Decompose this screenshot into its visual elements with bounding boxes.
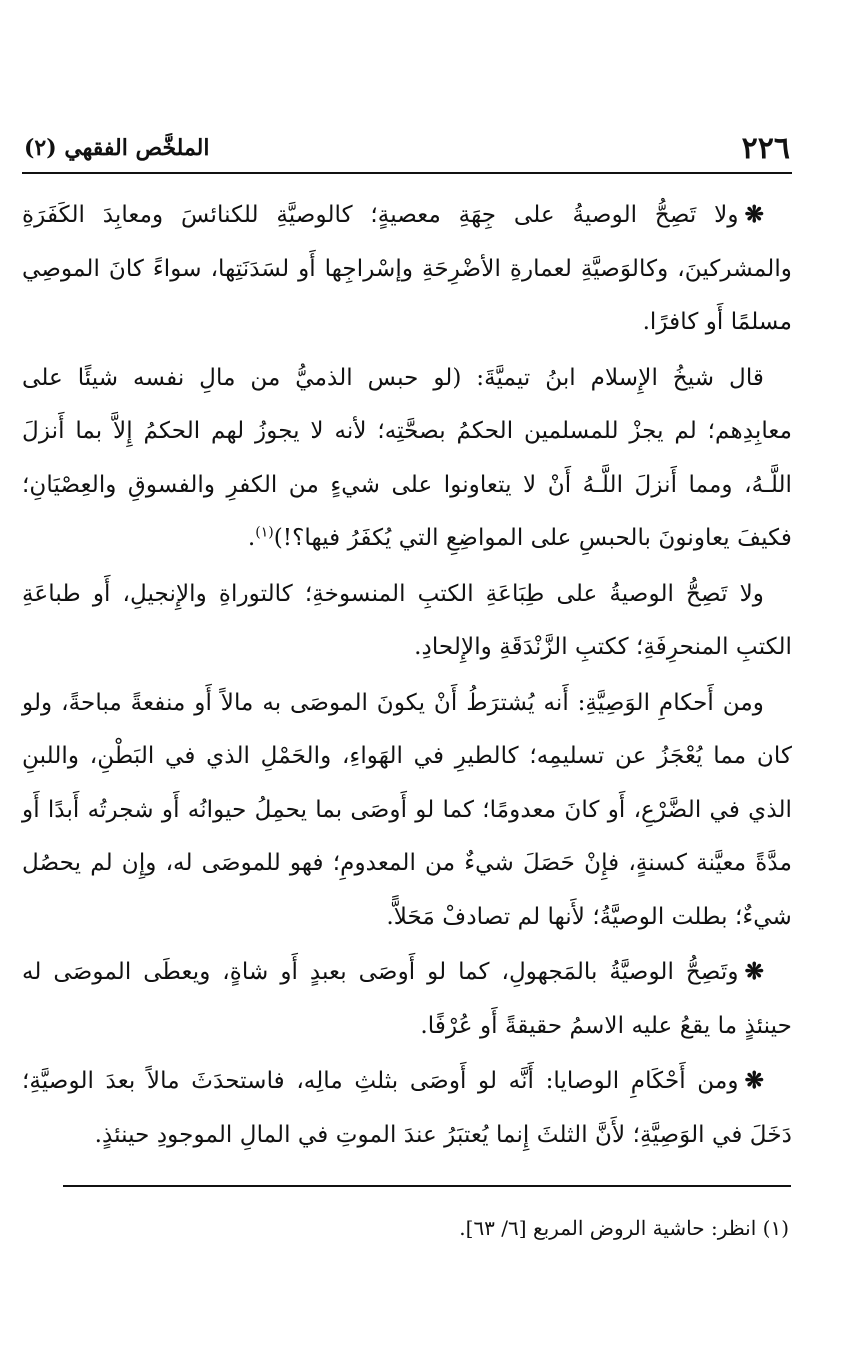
paragraph: [22, 351, 792, 565]
paragraph: [22, 188, 792, 349]
paragraph: [22, 676, 792, 944]
paragraph: [22, 1054, 792, 1161]
paragraph-text: ولا تَصِحُّ الوصيةُ على جِهَةِ معصيةٍ؛ كالوصيَّةِ للكنائسَ ومعابِدَ الكَفَرَةِ والمشركينَ، وكالوَصيَّةِ لعمارةِ الأضْرِحَةِ وإسْراجِها أَو لسَدَنَتِها، سواءً كانَ الموصِي مسلمًا أَو كافرًا.: [22, 201, 792, 335]
page: [22, 130, 792, 1163]
footnote-reference: (١): [255, 524, 274, 541]
star-icon: ❋: [744, 958, 764, 985]
footnote: (١) انظر: حاشية الروض المربع [٦/ ٦٣].: [459, 1216, 789, 1240]
star-icon: ❋: [744, 201, 764, 228]
paragraph-text: ومن أَحكامِ الوَصِيَّةِ: أَنه يُشترَطُ أَنْ يكونَ الموصَى به مالاً أَو منفعةً مباحةً، ولو كان مما يُعْجَزُ عن تسليمِه؛ كالطيرِ في الهَواءِ، والحَمْلِ الذي في البَطْنِ، واللبنِ الذي في الضَّرْعِ، أَو كانَ معدومًا؛ كما لو أَوصَى بما يحمِلُ حيوانُه أَو شجرتُه أَبدًا أَو مدَّةً معيَّنة كسنةٍ، فإِنْ حَصَلَ شيءٌ من المعدومِ؛ فهو للموصَى له، وإِن لم يحصُل شيءٌ؛ بطلت الوصيَّةُ؛ لأَنها لم تصادفْ مَحَلاًّ.: [22, 688, 792, 930]
paragraph-text: ومن أَحْكَامِ الوصايا: أَنَّه لو أَوصَى بثلثِ مالِه، فاستحدَثَ مالاً بعدَ الوصيَّةِ؛ دَخَلَ في الوَصِيَّةِ؛ لأَنَّ الثلثَ إِنما يُعتبَرُ عندَ الموتِ في المالِ الموجودِ حينئذٍ.: [22, 1067, 792, 1148]
paragraph-end-mark: .: [247, 524, 256, 551]
page-header: [22, 130, 792, 174]
page-number: ٢٢٦: [741, 130, 790, 166]
star-icon: ❋: [744, 1067, 764, 1094]
paragraph-text: قال شيخُ الإِسلام ابنُ تيميَّةَ: (لو حبس الذميُّ من مالِ نفسه شيئًا على معابِدِهم؛ لم يجزْ للمسلمين الحكمُ بصحَّتِه؛ لأنه لا يجوزُ لهم الحكمُ إِلاَّ بما أَنزلَ اللَّـهُ، ومما أَنزلَ اللَّـهُ أَنْ لا يتعاونوا على شيءٍ من الكفرِ والفسوقِ والعِصْيَانِ؛ فكيفَ يعاونونَ بالحبسِ على المواضِعِ التي يُكفَرُ فيها؟!): [22, 363, 792, 551]
paragraph: [22, 567, 792, 674]
paragraph-text: ولا تَصِحُّ الوصيةُ على طِبَاعَةِ الكتبِ المنسوخةِ؛ كالتوراةِ والإِنجيلِ، أَو طباعَةِ الكتبِ المنحرِفَةِ؛ ككتبِ الزَّنْدَقَةِ والإِلحادِ.: [22, 579, 792, 660]
book-title: الملخَّص الفقهي (٢): [24, 135, 210, 161]
paragraph-text: وتَصِحُّ الوصيَّةُ بالمَجهولِ، كما لو أَوصَى بعبدٍ أَو شاةٍ، ويعطَى الموصَى له حينئذٍ ما يقعُ عليه الاسمُ حقيقةً أَو عُرْفًا.: [22, 958, 792, 1039]
footnote-divider: [63, 1185, 791, 1187]
paragraph: [22, 945, 792, 1052]
body-text: [22, 188, 792, 1161]
